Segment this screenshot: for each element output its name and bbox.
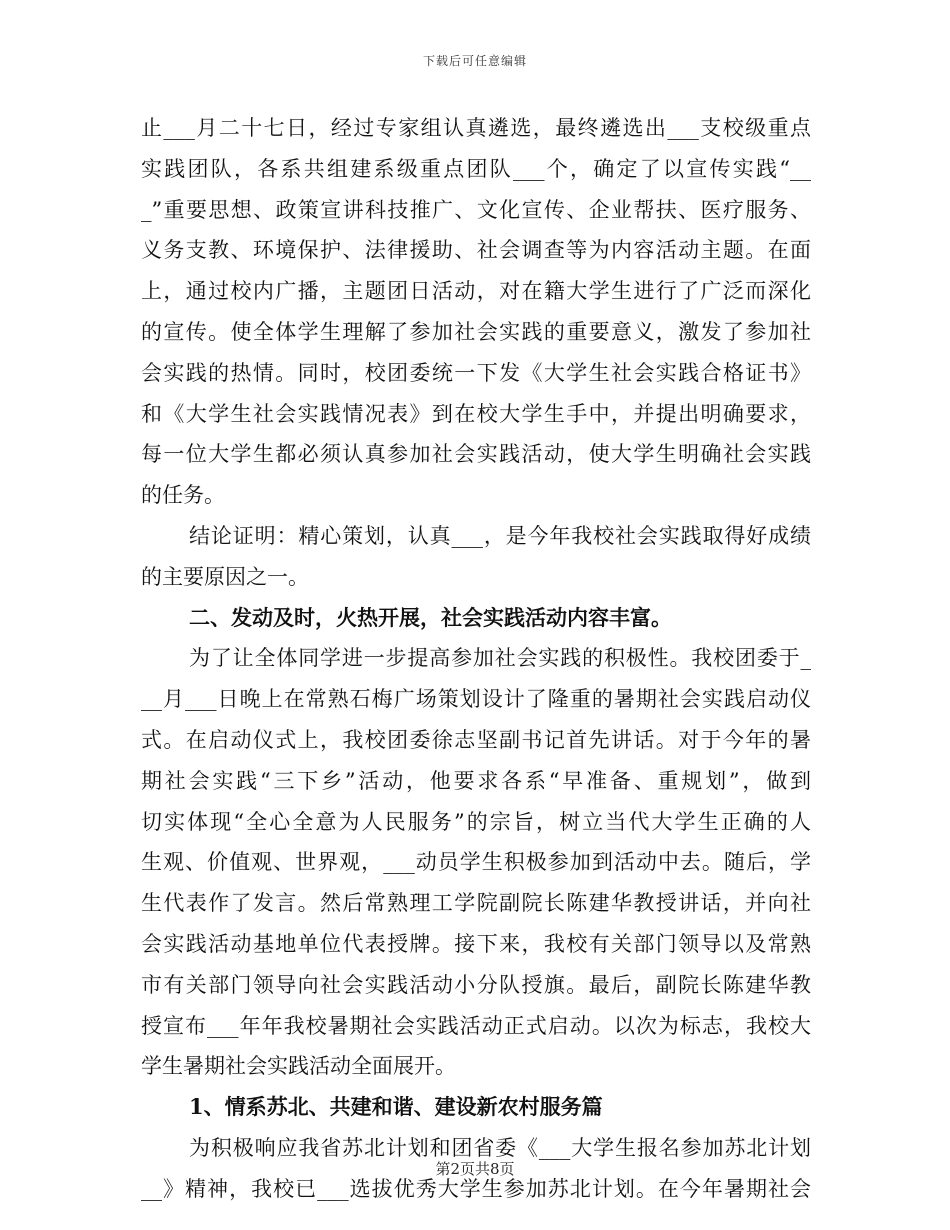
paragraph-line: 切实体现“全心全意为人民服务”的宗旨，树立当代大学生正确的人 [141, 809, 811, 834]
paragraph-line: 生观、价值观、世界观，___动员学生积极参加到活动中去。随后，学 [141, 850, 811, 875]
paragraph-line: 的宣传。使全体学生理解了参加社会实践的重要意义，激发了参加社 [141, 319, 811, 344]
page-header: 下载后可任意编辑 [422, 54, 527, 68]
page-number: 第2页共8页 [435, 1160, 515, 1178]
paragraph-line: 每一位大学生都必须认真参加社会实践活动，使大学生明确社会实践 [141, 442, 811, 467]
paragraph-line: 的任务。 [141, 483, 225, 508]
paragraph-line: 生代表作了发言。然后常熟理工学院副院长陈建华教授讲话，并向社 [141, 891, 811, 916]
paragraph-line: 和《大学生社会实践情况表》到在校大学生手中，并提出明确要求， [141, 401, 811, 426]
paragraph-line: 上，通过校内广播，主题团日活动，对在籍大学生进行了广泛而深化 [141, 279, 811, 304]
paragraph-line: __》精神，我校已___选拔优秀大学生参加苏北计划。在今年暑期社会 [141, 1176, 811, 1201]
paragraph-line: 授宣布___年年我校暑期社会实践活动正式启动。以次为标志，我校大 [141, 1013, 811, 1038]
paragraph-line: __月___日晚上在常熟石梅广场策划设计了隆重的暑期社会实践启动仪 [141, 687, 811, 712]
paragraph-line: 期社会实践“三下乡”活动，他要求各系“早准备、重规划”，做到 [141, 768, 811, 793]
paragraph-line: 结论证明：精心策划，认真___，是今年我校社会实践取得好成绩 [189, 523, 811, 548]
paragraph-line: _”重要思想、政策宣讲科技推广、文化宣传、企业帮扶、医疗服务、 [141, 197, 811, 222]
paragraph-line: 会实践的热情。同时，校团委统一下发《大学生社会实践合格证书》 [141, 360, 811, 385]
paragraph-line: 市有关部门领导向社会实践活动小分队授旗。最后，副院长陈建华教 [141, 972, 811, 997]
paragraph-line: 式。在启动仪式上，我校团委徐志坚副书记首先讲话。对于今年的暑 [141, 727, 811, 752]
document-body [141, 108, 811, 1210]
paragraph-line: 的主要原因之一。 [141, 564, 309, 589]
paragraph-line: 会实践活动基地单位代表授牌。接下来，我校有关部门领导以及常熟 [141, 931, 811, 956]
paragraph-line: 实践团队，各系共组建系级重点团队___个，确定了以宣传实践“__ [141, 156, 811, 181]
subsection-heading: 1、情系苏北、共建和谐、建设新农村服务篇 [189, 1094, 603, 1120]
paragraph-line: 为了让全体同学进一步提高参加社会实践的积极性。我校团委于_ [189, 646, 811, 671]
section-heading: 二、发动及时，火热开展，社会实践活动内容丰富。 [189, 604, 672, 630]
paragraph-line: 义务支教、环境保护、法律援助、社会调查等为内容活动主题。在面 [141, 238, 811, 263]
paragraph-line: 止___月二十七日，经过专家组认真遴选，最终遴选出___支校级重点 [141, 116, 811, 140]
paragraph-line: 为积极响应我省苏北计划和团省委《___大学生报名参加苏北计划 [189, 1135, 811, 1160]
paragraph-line: 学生暑期社会实践活动全面展开。 [141, 1054, 456, 1079]
